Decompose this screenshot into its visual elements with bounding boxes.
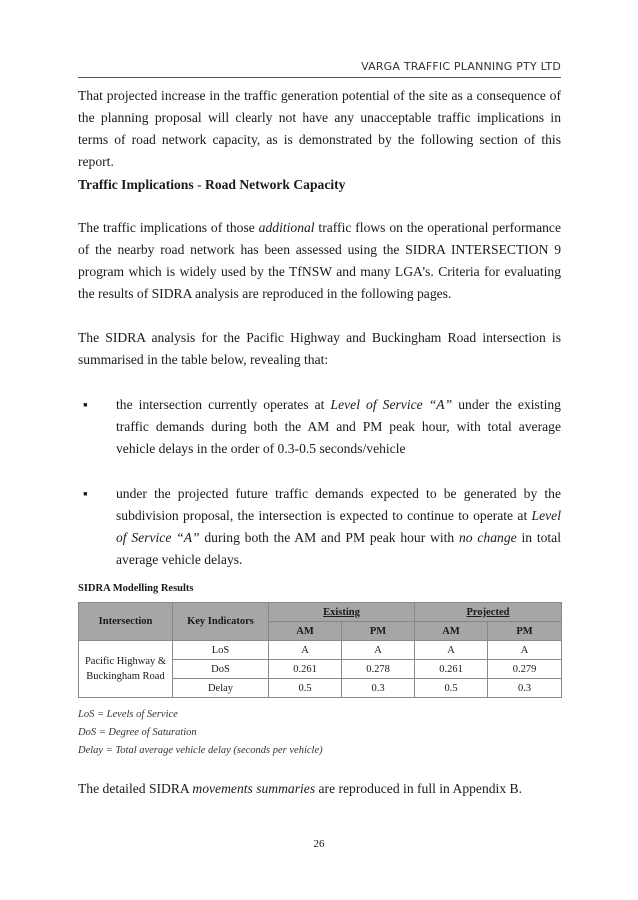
emphasis: movements summaries bbox=[192, 781, 316, 796]
header-period: PM bbox=[488, 622, 562, 641]
paragraph-appendix bbox=[78, 778, 561, 800]
bullet-icon: ▪ bbox=[83, 486, 88, 501]
heading-part: Road Network Capacity bbox=[205, 177, 346, 192]
value-cell: 0.3 bbox=[342, 679, 415, 698]
header-intersection: Intersection bbox=[79, 603, 173, 641]
header-key-indicators: Key Indicators bbox=[173, 603, 269, 641]
value-cell: A bbox=[488, 641, 562, 660]
section-heading bbox=[78, 174, 561, 196]
indicator-cell: Delay bbox=[173, 679, 269, 698]
header-existing bbox=[269, 603, 415, 622]
emphasis: additional bbox=[258, 220, 315, 235]
bullet-item bbox=[78, 483, 561, 571]
paragraph-intro: That projected increase in the traffic generation potential of the site as a consequence of the planning proposal will clearly not have any unacceptable traffic implications in terms of road network capacity, as is demonstrated by the following section of this report. bbox=[78, 88, 561, 169]
header-period: AM bbox=[415, 622, 488, 641]
emphasis: Level of Service “A” bbox=[330, 397, 453, 412]
heading-part: Traffic Implications bbox=[78, 177, 194, 192]
legend-delay: Delay = Total average vehicle delay (seconds per vehicle) bbox=[78, 745, 323, 756]
header-rule bbox=[78, 77, 561, 78]
value-cell: 0.5 bbox=[269, 679, 342, 698]
value-cell: 0.5 bbox=[415, 679, 488, 698]
sidra-results-table bbox=[78, 602, 562, 698]
bullet-icon: ▪ bbox=[83, 397, 88, 412]
intersection-cell: Pacific Highway & Buckingham Road bbox=[79, 641, 173, 698]
page-number: 26 bbox=[313, 838, 325, 850]
text: under the existing traffic demands during both the AM and PM peak hour, with total average vehicle delays in the order of 0.3-0.5 seconds/vehicle bbox=[116, 397, 561, 456]
emphasis: no change bbox=[459, 530, 517, 545]
indicator-cell: LoS bbox=[173, 641, 269, 660]
text: the intersection currently operates at bbox=[116, 397, 331, 412]
value-cell: 0.261 bbox=[415, 660, 488, 679]
table-caption: SIDRA Modelling Results bbox=[78, 583, 194, 594]
header-label: Existing bbox=[323, 606, 360, 618]
emphasis: Level of Service “A” bbox=[116, 508, 561, 545]
value-cell: 0.3 bbox=[488, 679, 562, 698]
value-cell: A bbox=[269, 641, 342, 660]
header-label: Projected bbox=[466, 606, 510, 618]
value-cell: 0.261 bbox=[269, 660, 342, 679]
running-header: VARGA TRAFFIC PLANNING PTY LTD bbox=[361, 60, 561, 73]
text: The detailed SIDRA bbox=[78, 781, 193, 796]
header-period: PM bbox=[342, 622, 415, 641]
heading-sep: - bbox=[193, 177, 205, 192]
text: traffic flows on the operational performance of the nearby road network has been assessed using the SIDRA INTERSECTION 9 program which is widely used by the TfNSW and many LGA’s. Criteria for evaluating the results of SIDRA analysis are reproduced in the following pages. bbox=[78, 220, 561, 301]
text: during both the AM and PM peak hour with bbox=[199, 530, 459, 545]
header-projected bbox=[415, 603, 562, 622]
value-cell: A bbox=[342, 641, 415, 660]
paragraph-sidra: The SIDRA analysis for the Pacific Highway and Buckingham Road intersection is summarised in the table below, revealing that: bbox=[78, 330, 561, 367]
text: The traffic implications of those bbox=[78, 220, 259, 235]
text: under the projected future traffic demands expected to be generated by the subdivision proposal, the intersection is expected to continue to operate at bbox=[116, 486, 561, 523]
legend-los: LoS = Levels of Service bbox=[78, 709, 178, 720]
legend-dos: DoS = Degree of Saturation bbox=[78, 727, 197, 738]
header-period: AM bbox=[269, 622, 342, 641]
value-cell: 0.279 bbox=[488, 660, 562, 679]
paragraph-implications bbox=[78, 217, 561, 305]
value-cell: 0.278 bbox=[342, 660, 415, 679]
text: in total average vehicle delays. bbox=[116, 530, 561, 567]
bullet-item bbox=[78, 394, 561, 460]
indicator-cell: DoS bbox=[173, 660, 269, 679]
value-cell: A bbox=[415, 641, 488, 660]
table-row bbox=[79, 641, 562, 660]
text: are reproduced in full in Appendix B. bbox=[315, 781, 522, 796]
